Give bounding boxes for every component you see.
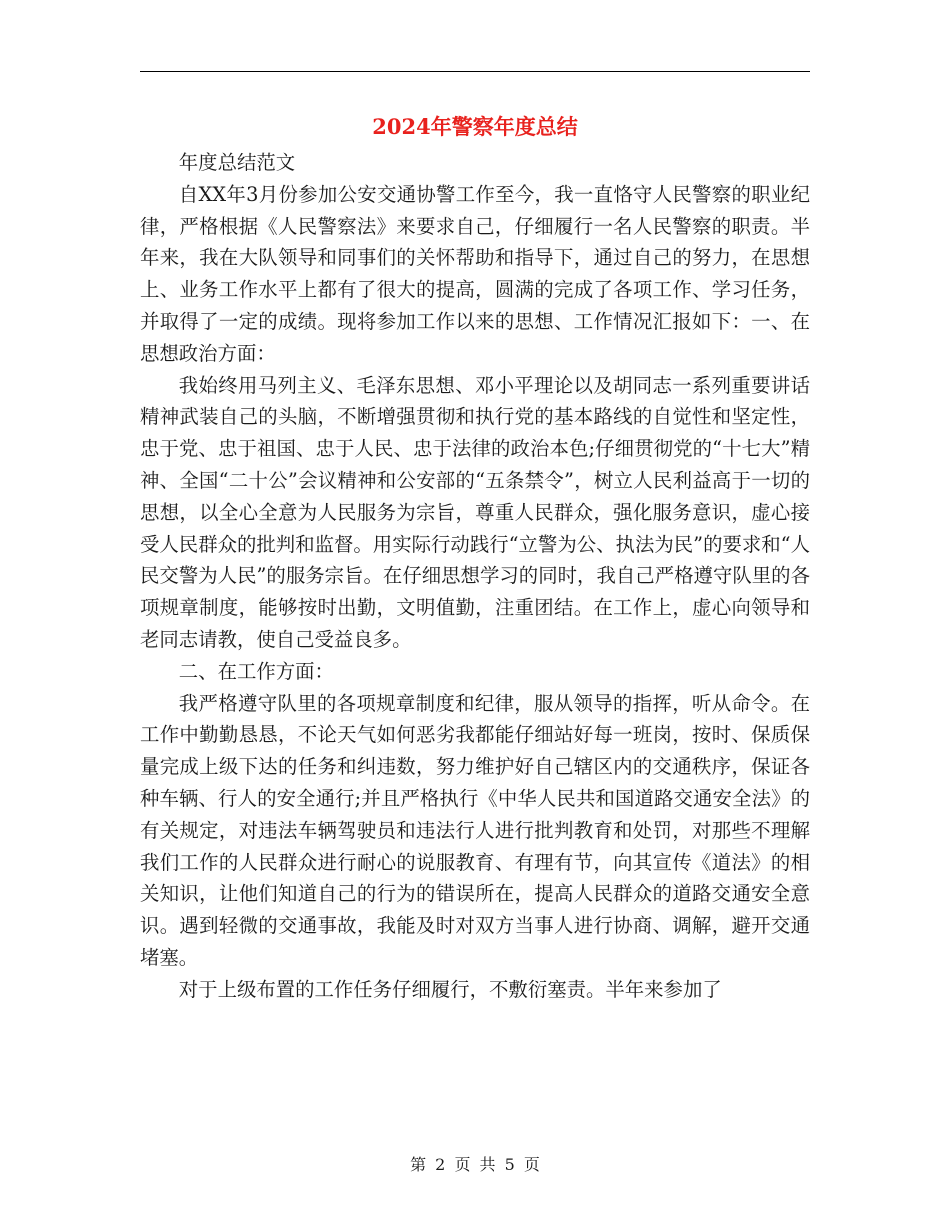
document-body xyxy=(140,147,810,1006)
paragraph: 自XX年3月份参加公安交通协警工作至今，我一直恪守人民警察的职业纪律，严格根据《人民警察法》来要求自己，仔细履行一名人民警察的职责。半年来，我在大队领导和同事们的关怀帮助和指导下，通过自己的努力，在思想上、业务工作水平上都有了很大的提高，圆满的完成了各项工作、学习任务，并取得了一定的成绩。现将参加工作以来的思想、工作情况汇报如下：一、在思想政治方面： xyxy=(140,182,810,365)
page-number-footer: 第 2 页 共 5 页 xyxy=(410,1155,540,1174)
paragraph: 对于上级布置的工作任务仔细履行，不敷衍塞责。半年来参加了 xyxy=(178,977,722,1001)
paragraph: 二、在工作方面： xyxy=(178,659,334,683)
header-rule xyxy=(140,71,810,72)
paragraph: 我严格遵守队里的各项规章制度和纪律，服从领导的指挥，听从命令。在工作中勤勤恳恳，不论天气如何恶劣我都能仔细站好每一班岗，按时、保质保量完成上级下达的任务和纠违数，努力维护好自己辖区内的交通秩序，保证各种车辆、行人的安全通行;并且严格执行《中华人民共和国道路交通安全法》的有关规定，对违法车辆驾驶员和违法行人进行批判教育和处罚，对那些不理解我们工作的人民群众进行耐心的说服教育、有理有节，向其宣传《道法》的相关知识，让他们知道自己的行为的错误所在，提高人民群众的道路交通安全意识。遇到轻微的交通事故，我能及时对双方当事人进行协商、调解，避开交通堵塞。 xyxy=(140,691,810,969)
paragraph: 我始终用马列主义、毛泽东思想、邓小平理论以及胡同志一系列重要讲话精神武装自己的头脑，不断增强贯彻和执行党的基本路线的自觉性和坚定性，忠于党、忠于祖国、忠于人民、忠于法律的政治本色;仔细贯彻党的“十七大”精神、全国“二十公”会议精神和公安部的“五条禁令”，树立人民利益高于一切的思想，以全心全意为人民服务为宗旨，尊重人民群众，强化服务意识，虚心接受人民群众的批判和监督。用实际行动践行“立警为公、执法为民”的要求和“人民交警为人民”的服务宗旨。在仔细思想学习的同时，我自己严格遵守队里的各项规章制度，能够按时出勤，文明值勤，注重团结。在工作上，虚心向领导和老同志请教，使自己受益良多。 xyxy=(140,373,810,651)
paragraph: 年度总结范文 xyxy=(178,151,296,174)
document-title: 2024年警察年度总结 xyxy=(372,114,578,139)
